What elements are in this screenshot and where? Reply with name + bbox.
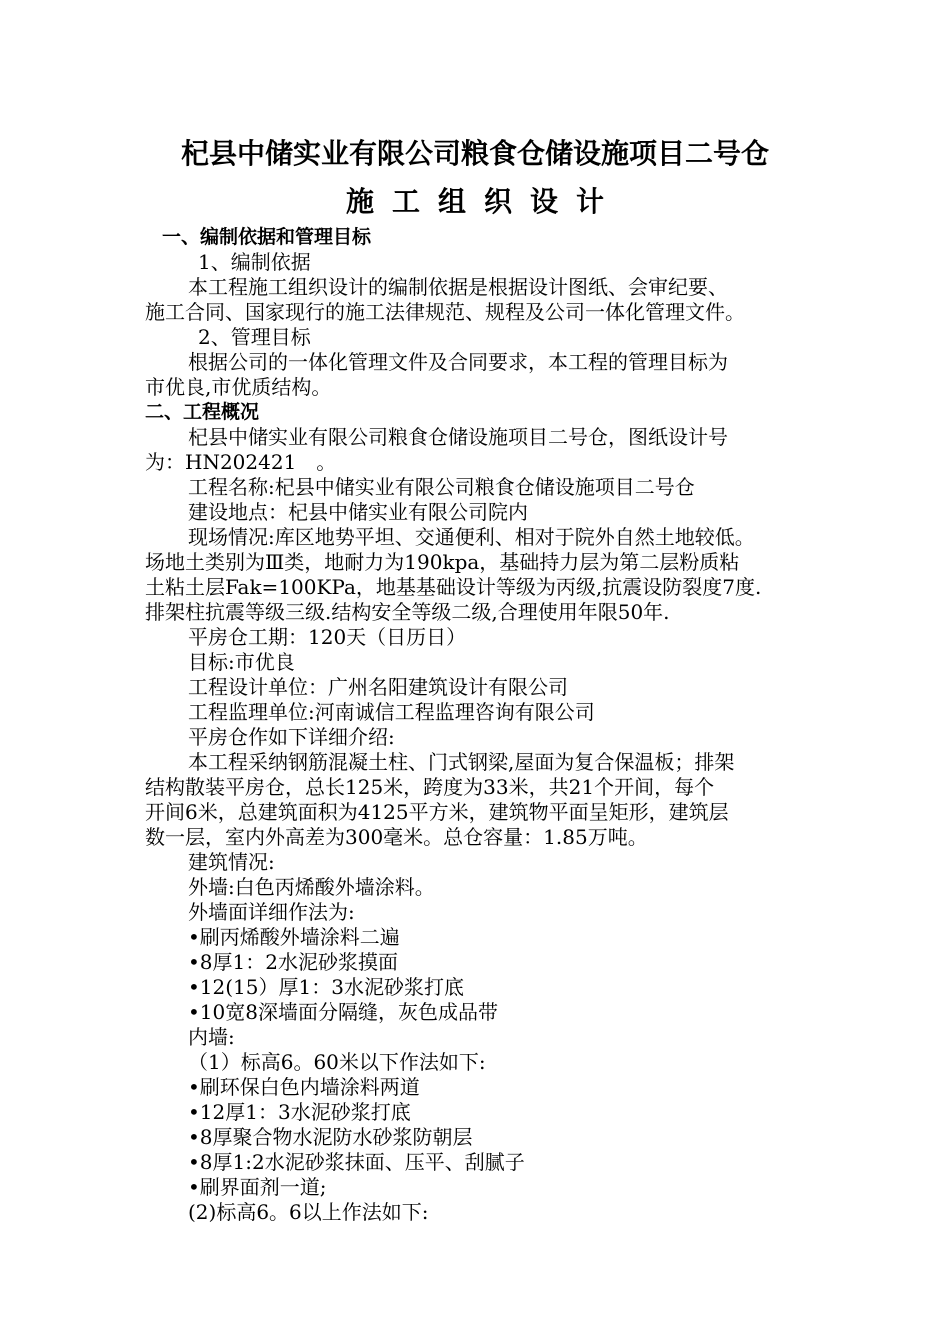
paragraph-line: 外墙面详细作法为: <box>188 900 355 924</box>
paragraph-line: 现场情况:库区地势平坦、交通便利、相对于院外自然土地较低。 <box>188 525 755 549</box>
list-item: •刷界面剂一道; <box>188 1175 327 1199</box>
paragraph-line: 工程名称:杞县中储实业有限公司粮食仓储设施项目二号仓 <box>188 475 695 499</box>
list-item: •刷丙烯酸外墙涂料二遍 <box>188 925 400 949</box>
paragraph-line: 场地土类别为Ⅲ类，地耐力为190kpa，基础持力层为第二层粉质粘 <box>145 550 740 574</box>
paragraph-line: 为：HN202421 。 <box>145 450 337 474</box>
paragraph-line: (2)标高6。6以上作法如下: <box>188 1200 429 1224</box>
paragraph-line: 开间6米，总建筑面积为4125平方米，建筑物平面呈矩形，建筑层 <box>145 800 729 824</box>
paragraph-line: 根据公司的一体化管理文件及合同要求，本工程的管理目标为 <box>188 350 728 374</box>
list-item: •8厚1:2水泥砂浆抹面、压平、刮腻子 <box>188 1150 525 1174</box>
list-item: •8厚聚合物水泥防水砂浆防朝层 <box>188 1125 473 1149</box>
list-item: •8厚1：2水泥砂浆摸面 <box>188 950 398 974</box>
paragraph-line: （1）标高6。60米以下作法如下: <box>188 1050 486 1074</box>
paragraph-line: 市优良,市优质结构。 <box>145 375 332 399</box>
paragraph-line: 本工程采纳钢筋混凝土柱、门式钢梁,屋面为复合保温板；排架 <box>188 750 735 774</box>
paragraph-line: 施工合同、国家现行的施工法律规范、规程及公司一体化管理文件。 <box>145 300 745 324</box>
subheading-goal: 2、管理目标 <box>198 325 311 349</box>
paragraph-line: 内墙: <box>188 1025 235 1049</box>
list-item: •刷环保白色内墙涂料两道 <box>188 1075 420 1099</box>
paragraph-line: 杞县中储实业有限公司粮食仓储设施项目二号仓，图纸设计号 <box>188 425 728 449</box>
paragraph-line: 外墙:白色丙烯酸外墙涂料。 <box>188 875 435 899</box>
paragraph-line: 建筑情况: <box>188 850 275 874</box>
paragraph-line: 结构散装平房仓，总长125米，跨度为33米，共21个开间，每个 <box>145 775 715 799</box>
document-title: 杞县中储实业有限公司粮食仓储设施项目二号仓 <box>180 137 769 170</box>
paragraph-line: 数一层，室内外高差为300毫米。总仓容量：1.85万吨。 <box>145 825 648 849</box>
document-subtitle: 施工组织设计 <box>345 185 622 218</box>
paragraph-line: 排架柱抗震等级三级.结构安全等级二级,合理使用年限50年. <box>145 600 670 624</box>
list-item: •12(15）厚1：3水泥砂浆打底 <box>188 975 464 999</box>
section-heading-1: 一、编制依据和管理目标 <box>162 226 372 248</box>
list-item: •10宽8深墙面分隔缝，灰色成品带 <box>188 1000 498 1024</box>
paragraph-line: 工程设计单位：广州名阳建筑设计有限公司 <box>188 675 568 699</box>
paragraph-line: 平房仓作如下详细介绍: <box>188 725 395 749</box>
paragraph-line: 平房仓工期：120天（日历日） <box>188 625 467 649</box>
paragraph-line: 本工程施工组织设计的编制依据是根据设计图纸、会审纪要、 <box>188 275 728 299</box>
list-item: •12厚1：3水泥砂浆打底 <box>188 1100 411 1124</box>
paragraph-line: 建设地点：杞县中储实业有限公司院内 <box>188 500 528 524</box>
section-heading-2: 二、工程概况 <box>145 401 260 423</box>
paragraph-line: 土粘土层Fak=100KPa，地基基础设计等级为丙级,抗震设防裂度7度. <box>145 575 762 599</box>
subheading-basis: 1、编制依据 <box>198 250 311 274</box>
paragraph-line: 工程监理单位:河南诚信工程监理咨询有限公司 <box>188 700 595 724</box>
paragraph-line: 目标:市优良 <box>188 650 295 674</box>
